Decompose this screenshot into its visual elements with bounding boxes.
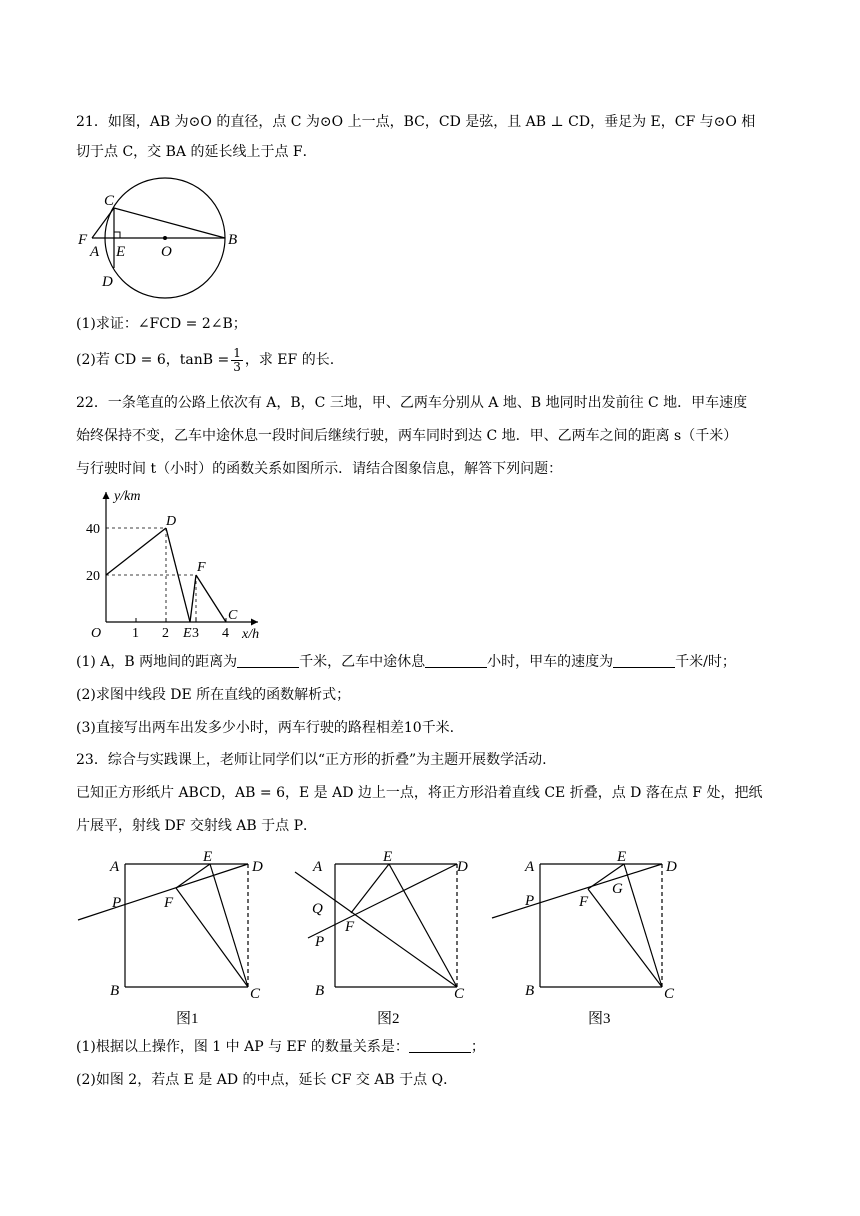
- chord-cb: [114, 208, 225, 238]
- x-tick-label: 3: [192, 626, 199, 641]
- fig2-label-e: E: [383, 849, 393, 865]
- label-c: C: [104, 193, 115, 209]
- center-dot: [163, 236, 167, 240]
- answer-blank-distance[interactable]: [237, 653, 299, 668]
- q23-part1-a: (1)根据以上操作，图 1 中 AP 与 EF 的数量关系是：: [76, 1039, 409, 1055]
- fig2-label-b: B: [315, 983, 325, 999]
- fig1-caption: 图1: [176, 1011, 199, 1027]
- label-b: B: [228, 232, 238, 248]
- q23-part1: [76, 1037, 791, 1057]
- q22-part1-a: (1) A，B 两地间的距离为: [76, 654, 238, 670]
- point-label-f: F: [197, 560, 206, 575]
- label-d: D: [102, 274, 113, 290]
- point-label-d: D: [166, 514, 177, 529]
- fig2-label-p: P: [315, 934, 325, 950]
- label-a: A: [90, 244, 100, 260]
- fig3-label-c: C: [664, 986, 675, 1002]
- fig2-label-a: A: [313, 859, 323, 875]
- series-segment: [196, 575, 226, 622]
- q22-line2: 始终保持不变，乙车中途休息一段时间后继续行驶，两车同时到达 C 地．甲、乙两车之间的距离 s（千米）: [76, 428, 738, 444]
- q22-part1-c: 小时，甲车的速度为: [487, 654, 614, 670]
- fig2-label-d: D: [457, 859, 468, 875]
- q22-part3: (3)直接写出两车出发多少小时，两车行驶的路程相差10千米.: [76, 720, 455, 736]
- x-tick-label: 4: [222, 626, 229, 641]
- fig1-label-e: E: [203, 849, 213, 865]
- right-angle-mark: [114, 232, 120, 238]
- q21-line2: 切于点 C，交 BA 的延长线上于点 F．: [76, 144, 317, 160]
- fig2-label-q: Q: [312, 901, 323, 917]
- q21-part1: (1)求证：∠FCD = 2∠B；: [76, 316, 247, 332]
- answer-blank-ap-ef[interactable]: [409, 1038, 471, 1053]
- fig1-label-d: D: [252, 859, 263, 875]
- q22-line3: 与行驶时间 t（小时）的函数关系如图所示．请结合图象信息，解答下列问题：: [76, 461, 563, 477]
- frac-denominator: 3: [233, 359, 241, 374]
- q23-figure-3: [488, 845, 688, 1030]
- label-f: F: [78, 232, 88, 248]
- fig2-caption: 图2: [377, 1011, 400, 1027]
- fig1-label-c: C: [250, 986, 261, 1002]
- y-axis-label: y/km: [114, 489, 141, 504]
- q23-part1-b: ；: [470, 1039, 485, 1055]
- origin-label: O: [91, 626, 102, 641]
- fig3-caption: 图3: [588, 1011, 611, 1027]
- label-o: O: [161, 244, 172, 260]
- tangent-cf: [92, 208, 114, 238]
- q23-part2: (2)如图 2，若点 E 是 AD 的中点，延长 CF 交 AB 于点 Q．: [76, 1072, 458, 1088]
- q23-figure-2: [290, 845, 490, 1030]
- fig2-label-c: C: [454, 986, 465, 1002]
- fig3-label-f: F: [579, 894, 589, 910]
- q21-part2-suffix: ，求 EF 的长.: [244, 352, 335, 368]
- fig3-label-g: G: [612, 881, 623, 897]
- point-label-e: E: [183, 626, 192, 641]
- q23-figure-1: [76, 845, 276, 1030]
- q22-part1-d: 千米/时；: [675, 654, 736, 670]
- answer-blank-speed[interactable]: [613, 653, 675, 668]
- fig1-label-b: B: [110, 983, 120, 999]
- y-tick-label: 20: [86, 569, 100, 584]
- answer-blank-rest[interactable]: [425, 653, 487, 668]
- fig1-label-f: F: [164, 895, 174, 911]
- q22-distance-graph: [76, 484, 276, 644]
- q21-circle-figure: [72, 172, 272, 302]
- series-segment: [190, 575, 196, 622]
- fig3-label-p: P: [525, 893, 535, 909]
- series-segment: [106, 528, 166, 575]
- q21-part2-prefix: (2)若 CD = 6，tanB =: [76, 352, 230, 368]
- fig3-label-e: E: [617, 849, 627, 865]
- fig3-label-a: A: [525, 859, 535, 875]
- x-axis-label: x/h: [242, 627, 260, 642]
- x-tick-label: 2: [162, 626, 169, 641]
- fraction-one-third: [231, 347, 243, 374]
- q23-line2: 已知正方形纸片 ABCD，AB = 6，E 是 AD 边上一点，将正方形沿着直线 CE 折叠，点 D 落在点 F 处，把纸: [76, 785, 763, 801]
- q21-line1: 21．如图，AB 为⊙O 的直径，点 C 为⊙O 上一点，BC，CD 是弦，且 AB ⊥ CD，垂足为 E，CF 与⊙O 相: [76, 114, 756, 130]
- q22-line1: 22．一条笔直的公路上依次有 A，B，C 三地，甲、乙两车分别从 A 地、B 地同时出发前往 C 地．甲车速度: [76, 395, 748, 411]
- q22-part1: [76, 652, 791, 672]
- fig1-label-a: A: [110, 859, 120, 875]
- q23-line1: 23．综合与实践课上，老师让同学们以“正方形的折叠”为主题开展数学活动.: [76, 752, 547, 768]
- fig3-label-d: D: [666, 859, 677, 875]
- q23-line3: 片展平，射线 DF 交射线 AB 于点 P．: [76, 818, 318, 834]
- y-tick-label: 40: [86, 522, 100, 537]
- x-tick-label: 1: [132, 626, 139, 641]
- q21-part2: [76, 346, 791, 374]
- label-e: E: [116, 244, 126, 260]
- q22-part1-b: 千米，乙车中途休息: [299, 654, 426, 670]
- fig3-label-b: B: [525, 983, 535, 999]
- point-label-c: C: [228, 608, 238, 623]
- frac-numerator: 1: [233, 345, 241, 360]
- fig1-label-p: P: [112, 895, 122, 911]
- q22-part2: (2)求图中线段 DE 所在直线的函数解析式；: [76, 687, 351, 703]
- fig2-label-f: F: [345, 919, 355, 935]
